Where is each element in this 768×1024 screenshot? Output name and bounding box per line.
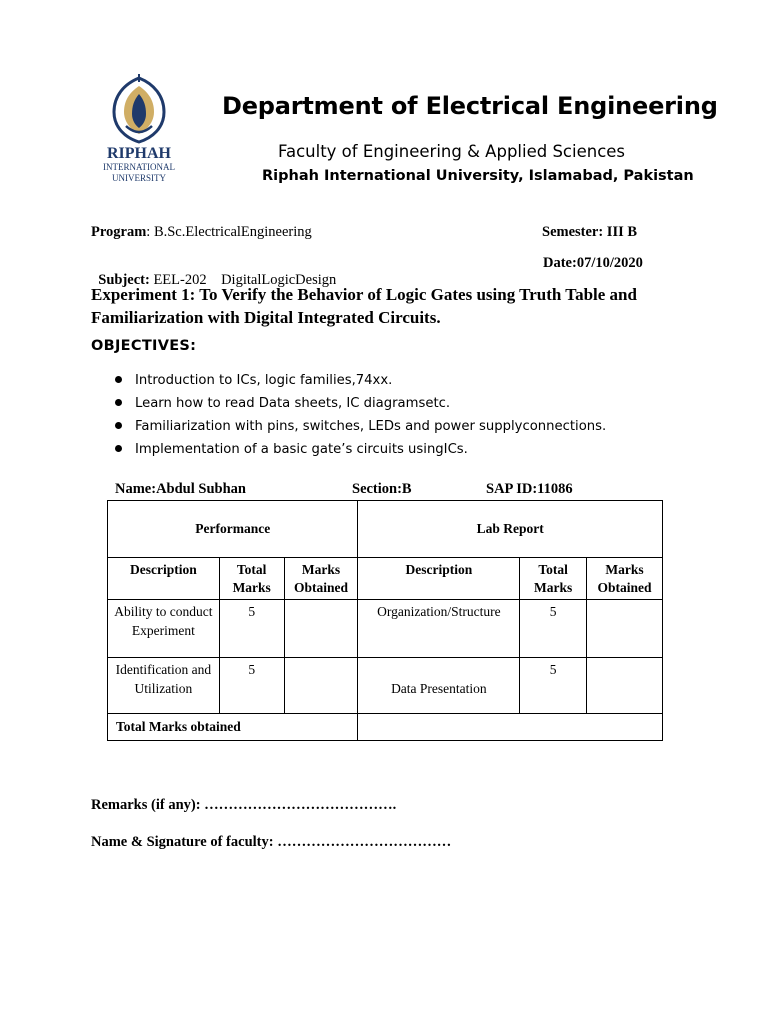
lab-description-header: Description bbox=[358, 558, 520, 600]
total-marks-label: Total Marks obtained bbox=[108, 714, 358, 741]
perf-obtained[interactable] bbox=[284, 658, 358, 714]
objectives-list bbox=[113, 373, 606, 465]
lab-total: 5 bbox=[520, 658, 587, 714]
logo-text-line-3: UNIVERSITY bbox=[112, 173, 166, 183]
list-item bbox=[113, 419, 606, 442]
lab-total: 5 bbox=[520, 600, 587, 658]
bullet-icon bbox=[115, 422, 122, 429]
lab-report-header: Lab Report bbox=[358, 501, 663, 558]
perf-total-marks-header: Total Marks bbox=[219, 558, 284, 600]
student-section: Section:B bbox=[352, 481, 412, 497]
objective-text: Introduction to ICs, logic families,74xx. bbox=[135, 373, 393, 388]
subject-label: Subject: bbox=[98, 272, 150, 288]
perf-description: Identification and Utilization bbox=[108, 658, 220, 714]
subject-value: EEL-202 DigitalLogicDesign bbox=[149, 272, 337, 288]
perf-description: Ability to conduct Experiment bbox=[108, 600, 220, 658]
table-row bbox=[108, 658, 663, 714]
department-title: Department of Electrical Engineering bbox=[222, 92, 718, 120]
logo-text-line-2: INTERNATIONAL bbox=[103, 162, 175, 172]
perf-total: 5 bbox=[219, 658, 284, 714]
list-item bbox=[113, 396, 606, 419]
objective-text: Implementation of a basic gate’s circuits usingICs. bbox=[135, 442, 468, 457]
list-item bbox=[113, 373, 606, 396]
lab-obtained[interactable] bbox=[587, 600, 663, 658]
remarks-line: Remarks (if any): …………………………………. bbox=[91, 797, 397, 813]
table-row bbox=[108, 714, 663, 741]
objective-text: Familiarization with pins, switches, LEDs and power supplyconnections. bbox=[135, 419, 607, 434]
date: Date:07/10/2020 bbox=[543, 255, 643, 271]
university-logo bbox=[96, 74, 182, 190]
lab-description: Data Presentation bbox=[358, 658, 520, 714]
lab-total-marks-header: Total Marks bbox=[520, 558, 587, 600]
program-label: Program bbox=[91, 224, 147, 240]
table-row bbox=[108, 600, 663, 658]
semester: Semester: III B bbox=[542, 224, 638, 240]
perf-total: 5 bbox=[219, 600, 284, 658]
performance-header: Performance bbox=[108, 501, 358, 558]
faculty-title: Faculty of Engineering & Applied Sciences bbox=[278, 142, 626, 161]
university-name: Riphah International University, Islamabad, Pakistan bbox=[262, 168, 694, 184]
program-value: : B.Sc.ElectricalEngineering bbox=[146, 224, 312, 240]
bullet-icon bbox=[115, 445, 122, 452]
objective-text: Learn how to read Data sheets, IC diagramsetc. bbox=[135, 396, 451, 411]
marks-table bbox=[107, 500, 663, 741]
perf-marks-obtained-header: Marks Obtained bbox=[284, 558, 358, 600]
bullet-icon bbox=[115, 376, 122, 383]
total-marks-value[interactable] bbox=[358, 714, 663, 741]
perf-description-header: Description bbox=[108, 558, 220, 600]
program-line bbox=[91, 224, 312, 241]
lab-obtained[interactable] bbox=[587, 658, 663, 714]
objectives-heading: OBJECTIVES: bbox=[91, 338, 197, 354]
perf-obtained[interactable] bbox=[284, 600, 358, 658]
list-item bbox=[113, 442, 606, 465]
logo-text-line-1: RIPHAH bbox=[107, 145, 171, 162]
lab-marks-obtained-header: Marks Obtained bbox=[587, 558, 663, 600]
experiment-title: Experiment 1: To Verify the Behavior of Logic Gates using Truth Table and Familiarization with Digital Integrated Circuits. bbox=[91, 285, 637, 327]
student-name: Name:Abdul Subhan bbox=[115, 481, 246, 497]
student-sap-id: SAP ID:11086 bbox=[486, 481, 573, 497]
faculty-signature-line: Name & Signature of faculty: ……………………………… bbox=[91, 834, 452, 850]
lab-description: Organization/Structure bbox=[358, 600, 520, 658]
bullet-icon bbox=[115, 399, 122, 406]
